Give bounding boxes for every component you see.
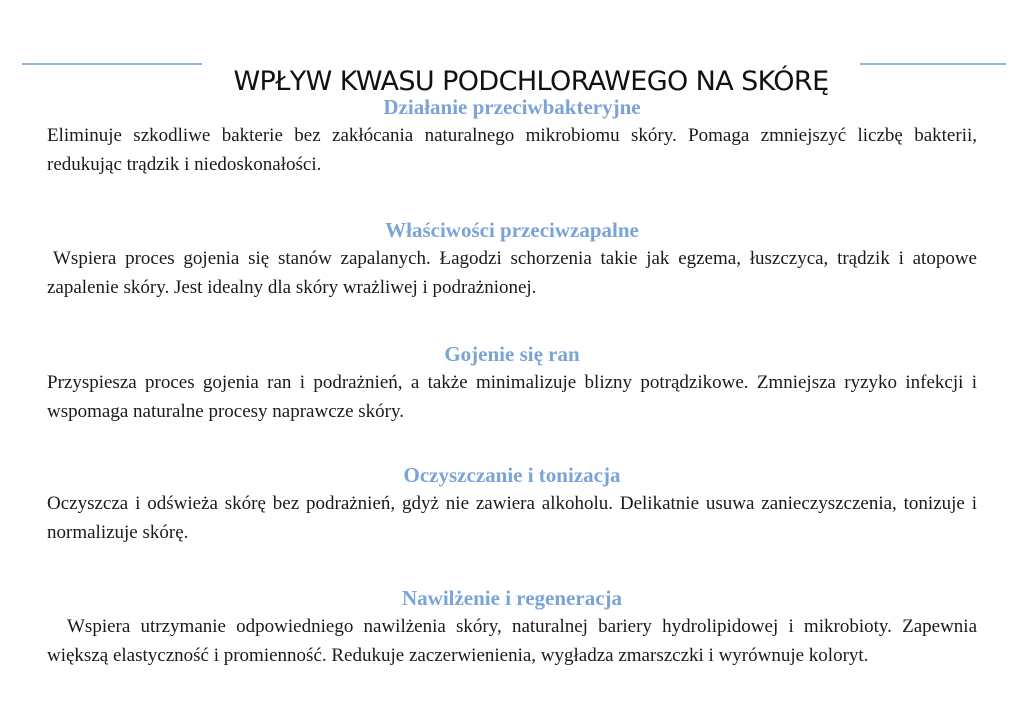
section-heading: Gojenie się ran bbox=[444, 342, 580, 366]
header-rule-right bbox=[860, 63, 1006, 65]
section-body: Przyspiesza proces gojenia ran i podrażnień, a także minimalizuje blizny potrądzikowe. Zmniejsza ryzyko infekcji i wspomaga naturalne procesy naprawcze skóry. bbox=[47, 372, 977, 422]
section-body: Wspiera utrzymanie odpowiedniego nawilżenia skóry, naturalnej bariery hydrolipidowej i mikrobioty. Zapewnia większą elastyczność i promienność. Redukuje zaczerwienienia, wygładza zmarszczki i wyrównuje koloryt. bbox=[47, 616, 977, 666]
section-anti-inflammatory bbox=[47, 218, 977, 302]
section-antibacterial bbox=[47, 95, 977, 179]
page-title: WPŁYW KWASU PODCHLORAWEGO NA SKÓRĘ bbox=[233, 66, 829, 98]
section-body: Eliminuje szkodliwe bakterie bez zakłócania naturalnego mikrobiomu skóry. Pomaga zmniejszyć liczbę bakterii, redukując trądzik i niedoskonałości. bbox=[47, 125, 977, 175]
section-cleansing bbox=[47, 463, 977, 547]
section-body: Wspiera proces gojenia się stanów zapalanych. Łagodzi schorzenia takie jak egzema, łuszczyca, trądzik i atopowe zapalenie skóry. Jest idealny dla skóry wrażliwej i podrażnionej. bbox=[47, 248, 977, 298]
header-rule-left bbox=[22, 63, 202, 65]
page-header bbox=[0, 44, 1024, 98]
section-heading: Oczyszczanie i tonizacja bbox=[403, 463, 621, 487]
section-heading: Nawilżenie i regeneracja bbox=[401, 586, 623, 610]
section-hydration bbox=[47, 586, 977, 670]
section-heading: Działanie przeciwbakteryjne bbox=[383, 95, 641, 119]
section-body: Oczyszcza i odświeża skórę bez podrażnień, gdyż nie zawiera alkoholu. Delikatnie usuwa zanieczyszczenia, tonizuje i normalizuje skórę. bbox=[47, 493, 977, 543]
section-heading: Właściwości przeciwzapalne bbox=[385, 218, 639, 242]
section-wound-healing bbox=[47, 342, 977, 426]
